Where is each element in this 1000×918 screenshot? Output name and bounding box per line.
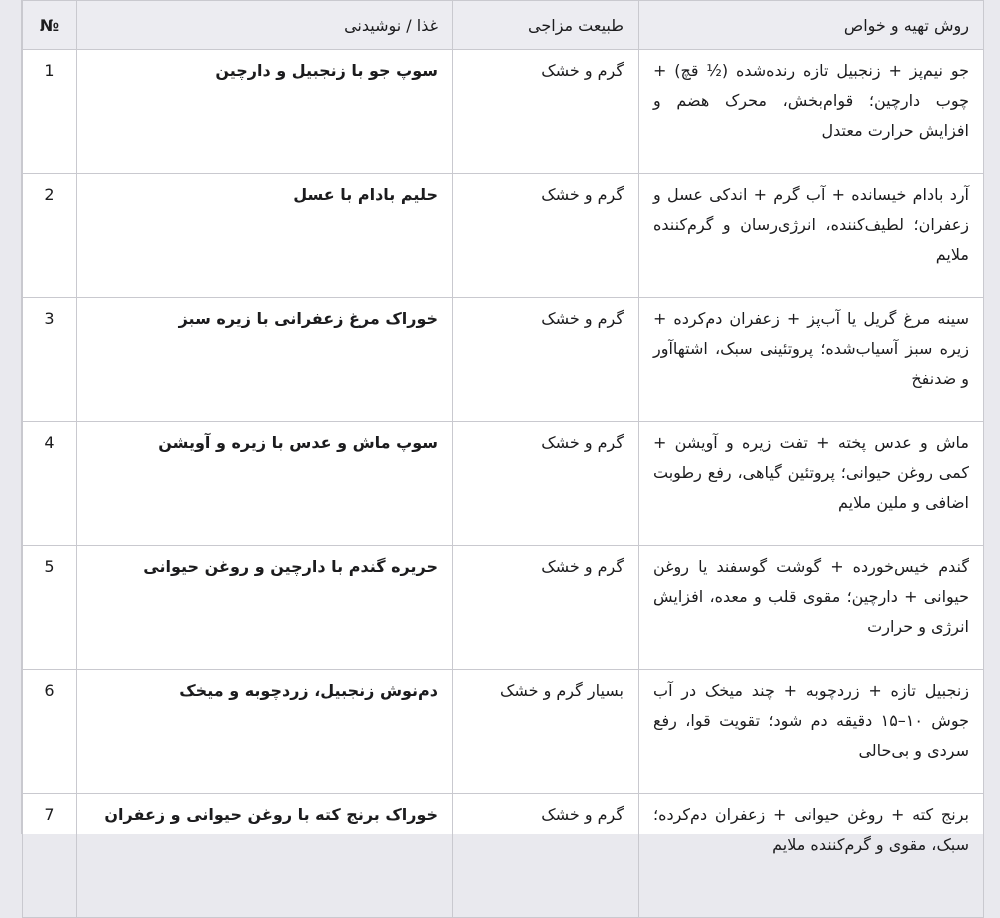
header-row <box>23 1 984 50</box>
table-row <box>23 50 984 174</box>
row-number: 7 <box>23 794 77 918</box>
row-food: خوراک برنج کته با روغن حیوانی و زعفران <box>77 794 453 918</box>
table-row <box>23 422 984 546</box>
row-number: 1 <box>23 50 77 174</box>
header-method: روش تهیه و خواص <box>639 1 984 50</box>
row-nature: گرم و خشک <box>453 174 639 298</box>
table-row <box>23 174 984 298</box>
row-number: 3 <box>23 298 77 422</box>
table-row <box>23 546 984 670</box>
header-number: № <box>23 1 77 50</box>
table-body <box>23 50 984 918</box>
row-food: حلیم بادام با عسل <box>77 174 453 298</box>
row-nature: بسیار گرم و خشک <box>453 670 639 794</box>
row-method: گندم خیس‌خورده + گوشت گوسفند یا روغن حیوانی + دارچین؛ مقوی قلب و معده، افزایش انرژی و حرارت <box>639 546 984 670</box>
table-row <box>23 670 984 794</box>
row-nature: گرم و خشک <box>453 50 639 174</box>
row-nature: گرم و خشک <box>453 794 639 918</box>
header-nature: طبیعت مزاجی <box>453 1 639 50</box>
row-number: 6 <box>23 670 77 794</box>
row-food: خوراک مرغ زعفرانی با زیره سبز <box>77 298 453 422</box>
row-method: برنج کته + روغن حیوانی + زعفران دم‌کرده؛ سبک، مقوی و گرم‌کننده ملایم <box>639 794 984 918</box>
row-food: حریره گندم با دارچین و روغن حیوانی <box>77 546 453 670</box>
row-number: 2 <box>23 174 77 298</box>
row-food: سوپ جو با زنجبیل و دارچین <box>77 50 453 174</box>
table-row <box>23 794 984 918</box>
row-number: 5 <box>23 546 77 670</box>
row-food: دم‌نوش زنجبیل، زردچوبه و میخک <box>77 670 453 794</box>
header-food: غذا / نوشیدنی <box>77 1 453 50</box>
row-method: آرد بادام خیسانده + آب گرم + اندکی عسل و زعفران؛ لطیف‌کننده، انرژی‌رسان و گرم‌کننده ملایم <box>639 174 984 298</box>
row-nature: گرم و خشک <box>453 546 639 670</box>
table-row <box>23 298 984 422</box>
row-method: زنجبیل تازه + زردچوبه + چند میخک در آب جوش ۱۰–۱۵ دقیقه دم شود؛ تقویت قوا، رفع سردی و بی‌حالی <box>639 670 984 794</box>
row-food: سوپ ماش و عدس با زیره و آویشن <box>77 422 453 546</box>
food-table <box>22 0 984 918</box>
row-method: جو نیم‌پز + زنجبیل تازه رنده‌شده (½ قچ) + چوب دارچین؛ قوام‌بخش، محرک هضم و افزایش حرارت معتدل <box>639 50 984 174</box>
row-method: ماش و عدس پخته + تفت زیره و آویشن + کمی روغن حیوانی؛ پروتئین گیاهی، رفع رطوبت اضافی و ملین ملایم <box>639 422 984 546</box>
row-nature: گرم و خشک <box>453 422 639 546</box>
table-header <box>23 1 984 50</box>
table-frame <box>21 0 984 854</box>
row-nature: گرم و خشک <box>453 298 639 422</box>
row-method: سینه مرغ گریل یا آب‌پز + زعفران دم‌کرده + زیره سبز آسیاب‌شده؛ پروتئینی سبک، اشتهاآور و ضدنفخ <box>639 298 984 422</box>
row-number: 4 <box>23 422 77 546</box>
